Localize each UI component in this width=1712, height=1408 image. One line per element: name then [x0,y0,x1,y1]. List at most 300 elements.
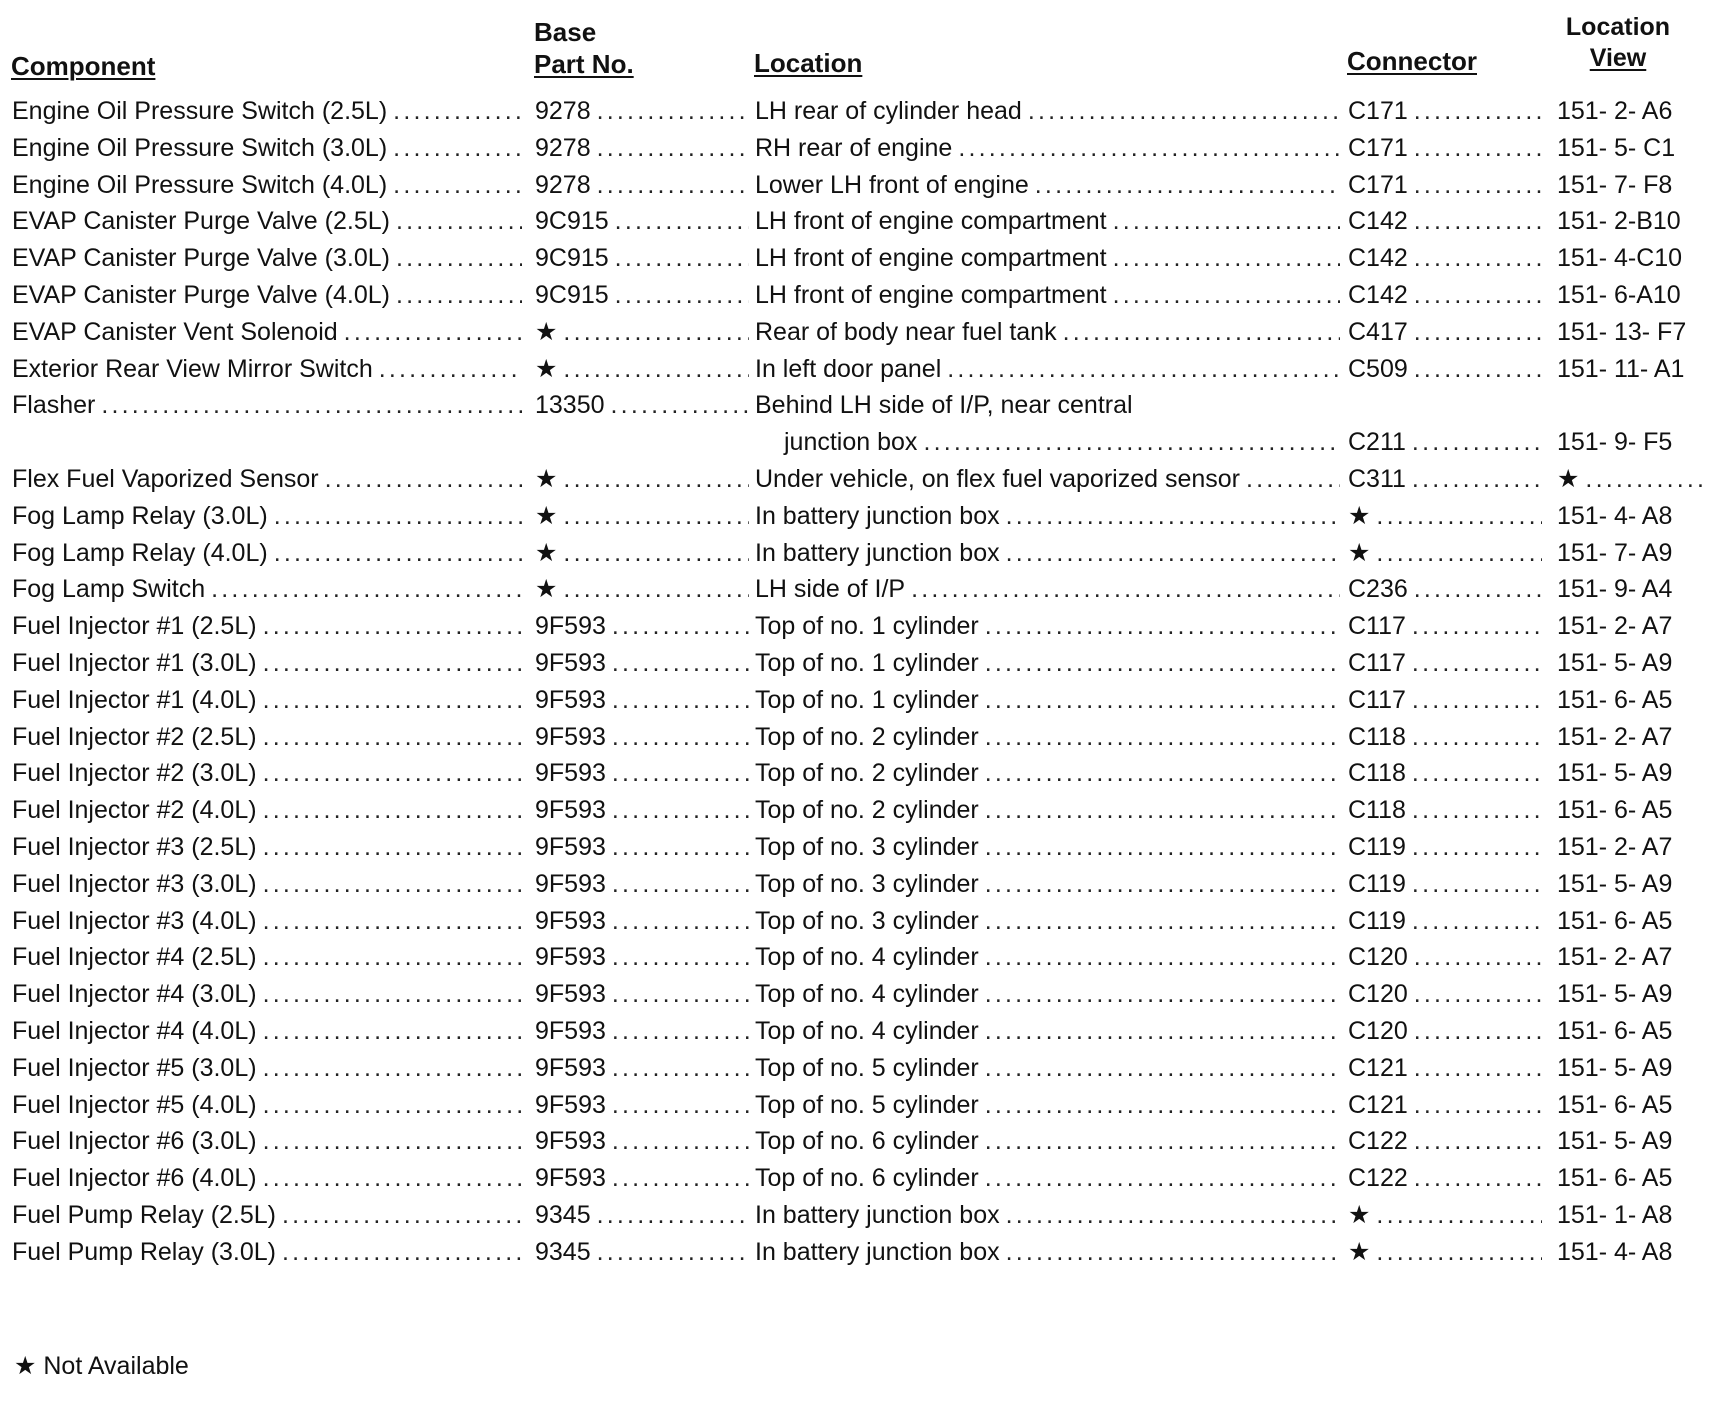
cell-location [755,461,1340,498]
connector-text: C122 [1348,1127,1408,1156]
cell-location [755,1013,1340,1050]
location-text: Top of no. 4 cylinder [755,1016,979,1045]
cell-part-number [535,167,749,204]
table-row [0,93,1712,130]
cell-part-number [535,866,749,903]
dot-leader [985,1123,1340,1160]
cell-part-number [535,571,749,608]
dot-leader [393,167,522,204]
component-text: Fuel Injector #4 (4.0L) [12,1016,257,1045]
component-text: Fog Lamp Relay (4.0L) [12,538,268,567]
component-text: Fuel Injector #2 (4.0L) [12,796,257,825]
dot-leader [985,866,1340,903]
dot-leader [1414,571,1542,608]
location-text: In battery junction box [755,501,1000,530]
cell-location-view [1557,571,1707,608]
dot-leader [612,866,749,903]
cell-location-view [1557,829,1707,866]
component-text: Fuel Injector #2 (3.0L) [12,759,257,788]
cell-connector [1348,240,1542,277]
connector-text: C119 [1348,906,1406,935]
component-text: EVAP Canister Vent Solenoid [12,317,338,346]
cell-component [12,1160,522,1197]
cell-connector [1348,829,1542,866]
cell-location [755,976,1340,1013]
cell-part-number [535,939,749,976]
footnote: ★ Not Available [14,1352,189,1380]
location-text: In battery junction box [755,538,1000,567]
location-text: Top of no. 3 cylinder [755,869,979,898]
location-view-text: 151- 6- A5 [1557,685,1673,714]
cell-connector [1348,1160,1542,1197]
component-text: Fuel Pump Relay (3.0L) [12,1237,277,1266]
dot-leader [1414,277,1542,314]
table-row [0,130,1712,167]
dot-leader [263,1087,522,1124]
cell-part-number [535,792,749,829]
cell-component [12,387,522,424]
cell-location [755,645,1340,682]
dot-leader [947,351,1340,388]
cell-location [755,608,1340,645]
cell-part-number [535,1234,749,1271]
cell-connector [1348,719,1542,756]
cell-location [755,535,1340,572]
dot-leader [612,755,749,792]
table-row [0,277,1712,314]
location-view-text: 151- 2- A7 [1557,832,1673,861]
component-text: Fuel Injector #2 (2.5L) [12,722,257,751]
table-row [0,167,1712,204]
location-text: Top of no. 1 cylinder [755,648,979,677]
dot-leader [1376,498,1542,535]
part-number-text: 9345 [535,1200,591,1229]
dot-leader [344,314,522,351]
dot-leader [612,608,749,645]
cell-location-view [1557,498,1707,535]
dot-leader [393,130,522,167]
header-view-line1: Location [1565,13,1671,41]
location-view-text: 151- 9- A4 [1557,575,1673,604]
location-text: Top of no. 3 cylinder [755,906,979,935]
cell-component [12,93,522,130]
connector-text: C171 [1348,133,1408,162]
cell-component [12,755,522,792]
dot-leader [1376,1234,1542,1271]
cell-connector [1348,571,1542,608]
dot-leader [101,387,522,424]
table-row [0,314,1712,351]
location-text: LH front of engine compartment [755,207,1107,236]
dot-leader [985,1013,1340,1050]
cell-location-view [1557,203,1707,240]
dot-leader [1414,1123,1542,1160]
connector-text: C171 [1348,97,1408,125]
cell-part-number [535,903,749,940]
dot-leader [612,1050,749,1087]
location-text: Lower LH front of engine [755,170,1029,199]
component-text: Flasher [12,391,96,420]
cell-location [755,387,1340,461]
cell-location [755,203,1340,240]
header-part-number [534,16,634,80]
dot-leader [1414,939,1542,976]
dot-leader [282,1197,522,1234]
cell-connector [1348,645,1542,682]
connector-text: C121 [1348,1053,1408,1082]
part-number-text: 9F593 [535,1053,606,1082]
dot-leader [1412,866,1542,903]
cell-location [755,1087,1340,1124]
part-number-text: 9278 [535,170,591,199]
location-view-text: 151- 4- A8 [1557,1237,1673,1266]
dot-leader [263,939,522,976]
dot-leader [1414,314,1542,351]
dot-leader [1412,461,1542,498]
location-view-text: 151- 6-A10 [1557,280,1681,309]
cell-location-view [1557,240,1707,277]
part-number-text: 9345 [535,1237,591,1266]
table-row [0,535,1712,572]
cell-part-number [535,755,749,792]
component-text: Fuel Injector #4 (3.0L) [12,980,257,1009]
part-number-text: 9F593 [535,906,606,935]
cell-component [12,498,522,535]
connector-text: C120 [1348,1016,1408,1045]
cell-component [12,792,522,829]
location-text: Top of no. 6 cylinder [755,1164,979,1193]
dot-leader [1412,903,1542,940]
cell-location-view [1557,792,1707,829]
dot-leader [563,535,749,572]
component-text: Fuel Injector #5 (3.0L) [12,1053,257,1082]
table-row [0,1050,1712,1087]
dot-leader [615,203,749,240]
connector-text: C121 [1348,1090,1408,1119]
dot-leader [985,682,1340,719]
cell-location-view [1557,277,1707,314]
component-text: Fuel Injector #5 (4.0L) [12,1090,257,1119]
location-text: In battery junction box [755,1200,1000,1229]
component-text: Fuel Injector #6 (4.0L) [12,1164,257,1193]
header-view-line2: View [1589,44,1647,72]
cell-location-view [1557,1013,1707,1050]
component-text: Fuel Injector #1 (2.5L) [12,612,257,641]
cell-component [12,719,522,756]
cell-part-number [535,719,749,756]
cell-component [12,167,522,204]
component-text: Fuel Injector #3 (4.0L) [12,906,257,935]
dot-leader [211,571,522,608]
component-text: Fuel Injector #4 (2.5L) [12,943,257,972]
cell-connector [1348,351,1542,388]
component-text: EVAP Canister Purge Valve (2.5L) [12,207,390,236]
cell-component [12,1234,522,1271]
dot-leader [985,1050,1340,1087]
connector-text: C117 [1348,685,1406,714]
part-number-text: 9F593 [535,869,606,898]
location-text: Top of no. 1 cylinder [755,612,979,641]
location-view-text: 151- 4- A8 [1557,501,1673,530]
cell-location-view [1557,461,1707,498]
dot-leader [396,240,522,277]
dot-leader [1006,1234,1340,1271]
dot-leader [263,719,522,756]
location-text: Top of no. 1 cylinder [755,685,979,714]
cell-component [12,1197,522,1234]
dot-leader [611,387,749,424]
dot-leader [1414,167,1542,204]
location-view-text: 151- 2- A6 [1557,97,1673,125]
dot-leader [1006,498,1340,535]
connector-text: C122 [1348,1164,1408,1193]
part-number-text: 9F593 [535,1127,606,1156]
part-number-text: 9F593 [535,832,606,861]
cell-location [755,866,1340,903]
cell-component [12,682,522,719]
header-connector: Connector [1347,46,1477,76]
part-number-text: 9F593 [535,759,606,788]
cell-location [755,498,1340,535]
table-row [0,1123,1712,1160]
cell-connector [1348,608,1542,645]
connector-text: C119 [1348,832,1406,861]
location-view-text: 151- 13- F7 [1557,317,1687,346]
part-number-text: 9F593 [535,612,606,641]
connector-text: C236 [1348,575,1408,604]
dot-leader [263,1050,522,1087]
location-text: Top of no. 2 cylinder [755,759,979,788]
table-row [0,829,1712,866]
dot-leader [985,1087,1340,1124]
cell-part-number [535,829,749,866]
dot-leader [597,1234,749,1271]
dot-leader [1035,167,1340,204]
dot-leader [985,939,1340,976]
location-text: In battery junction box [755,1237,1000,1266]
component-text: Fuel Injector #1 (4.0L) [12,685,257,714]
dot-leader [1006,535,1340,572]
cell-location [755,93,1340,130]
dot-leader [563,314,749,351]
dot-leader [597,130,749,167]
component-text: Fuel Pump Relay (2.5L) [12,1200,277,1229]
location-continuation [755,424,1340,461]
cell-location [755,792,1340,829]
cell-component [12,903,522,940]
dot-leader [1414,93,1542,130]
table-row [0,719,1712,756]
component-text: Engine Oil Pressure Switch (3.0L) [12,133,388,162]
dot-leader [1412,608,1542,645]
location-view-text: 151- 2- A7 [1557,722,1673,751]
table-row [0,1197,1712,1234]
part-number-text: 9F593 [535,1164,606,1193]
location-view-text: 151- 4-C10 [1557,244,1683,273]
dot-leader [1006,1197,1340,1234]
cell-component [12,608,522,645]
dot-leader [911,571,1340,608]
dot-leader [1414,1160,1542,1197]
location-text: LH rear of cylinder head [755,97,1022,125]
cell-part-number [535,314,749,351]
part-number-text: 13350 [535,391,605,420]
cell-component [12,866,522,903]
cell-component [12,976,522,1013]
dot-leader [612,1123,749,1160]
part-number-text: 9C915 [535,280,609,309]
cell-connector [1348,1123,1542,1160]
table-row [0,387,1712,461]
dot-leader [1414,351,1542,388]
cell-component [12,1123,522,1160]
table-body [0,93,1712,1271]
location-view-text: 151- 1- A8 [1557,1200,1673,1229]
cell-connector [1348,1234,1542,1271]
cell-location-view [1557,903,1707,940]
location-text: Behind LH side of I/P, near central [755,391,1133,420]
dot-leader [1414,1013,1542,1050]
dot-leader [263,1160,522,1197]
cell-location [755,1197,1340,1234]
dot-leader [263,1013,522,1050]
dot-leader [393,93,522,130]
dot-leader [985,976,1340,1013]
cell-connector [1348,93,1542,130]
part-number-text: 9C915 [535,244,609,273]
connector-text: C119 [1348,869,1406,898]
cell-location-view [1557,608,1707,645]
table-row [0,976,1712,1013]
dot-leader [274,535,522,572]
connector-text: C142 [1348,207,1408,236]
connector-text: C117 [1348,648,1406,677]
location-view-text: 151- 5- C1 [1557,133,1676,162]
connector-text: C417 [1348,317,1408,346]
cell-connector [1348,755,1542,792]
dot-leader [612,792,749,829]
connector-text: C171 [1348,170,1408,199]
dot-leader [1414,1050,1542,1087]
dot-leader [985,1160,1340,1197]
location-view-text: 151- 5- A9 [1557,1053,1673,1082]
cell-location [755,571,1340,608]
dot-leader [1414,203,1542,240]
location-text-line2: junction box [784,428,918,457]
table-row [0,682,1712,719]
table-row [0,1160,1712,1197]
cell-location-view [1557,314,1707,351]
cell-component [12,130,522,167]
connector-text: C509 [1348,354,1408,383]
dot-leader [985,792,1340,829]
cell-connector [1348,792,1542,829]
connector-text: ★ [1348,1237,1371,1266]
cell-location-view [1557,535,1707,572]
cell-part-number [535,1050,749,1087]
dot-leader [325,461,522,498]
location-text: In left door panel [755,354,942,383]
dot-leader [563,461,749,498]
location-view-text: 151- 6- A5 [1557,1090,1673,1119]
part-number-text: 9F593 [535,722,606,751]
cell-part-number [535,535,749,572]
cell-connector [1348,1087,1542,1124]
dot-leader [1113,203,1340,240]
dot-leader [615,240,749,277]
location-text: LH front of engine compartment [755,280,1107,309]
dot-leader [985,829,1340,866]
dot-leader [1412,719,1542,756]
cell-connector [1348,939,1542,976]
cell-part-number [535,1160,749,1197]
cell-location-view [1557,719,1707,756]
cell-part-number [535,461,749,498]
dot-leader [612,1087,749,1124]
location-text: Top of no. 3 cylinder [755,832,979,861]
cell-connector [1348,130,1542,167]
dot-leader [612,645,749,682]
location-view-text: 151- 7- F8 [1557,170,1673,199]
cell-part-number [535,1087,749,1124]
dot-leader [1414,240,1542,277]
connector-text: ★ [1348,538,1371,567]
cell-location-view [1557,1197,1707,1234]
table-row [0,1013,1712,1050]
cell-part-number [535,351,749,388]
cell-connector [1348,866,1542,903]
dot-leader [1246,461,1340,498]
cell-location [755,1123,1340,1160]
dot-leader [263,682,522,719]
location-text: Top of no. 4 cylinder [755,980,979,1009]
location-view-text: 151- 6- A5 [1557,1164,1673,1193]
cell-part-number [535,498,749,535]
part-number-text: 9F593 [535,796,606,825]
table-row [0,461,1712,498]
dot-leader [274,498,522,535]
connector-text: C118 [1348,796,1406,825]
cell-location [755,130,1340,167]
dot-leader [985,755,1340,792]
dot-leader [396,203,522,240]
component-text: Fuel Injector #3 (3.0L) [12,869,257,898]
cell-part-number [535,976,749,1013]
dot-leader [1414,130,1542,167]
cell-part-number [535,682,749,719]
dot-leader [1585,461,1707,498]
cell-component [12,1050,522,1087]
part-number-text: 9278 [535,133,591,162]
location-view-text: 151- 6- A5 [1557,796,1673,825]
part-number-text: 9F593 [535,1090,606,1119]
table-row [0,498,1712,535]
dot-leader [615,277,749,314]
dot-leader [612,1013,749,1050]
cell-part-number [535,608,749,645]
connector-text: ★ [1348,501,1371,530]
dot-leader [263,755,522,792]
dot-leader [1028,93,1340,130]
cell-connector [1348,277,1542,314]
cell-connector [1348,1050,1542,1087]
cell-location-view [1557,1050,1707,1087]
table-row [0,866,1712,903]
dot-leader [1412,755,1542,792]
connector-text: ★ [1348,1200,1371,1229]
dot-leader [379,351,522,388]
connector-text: C120 [1348,943,1408,972]
